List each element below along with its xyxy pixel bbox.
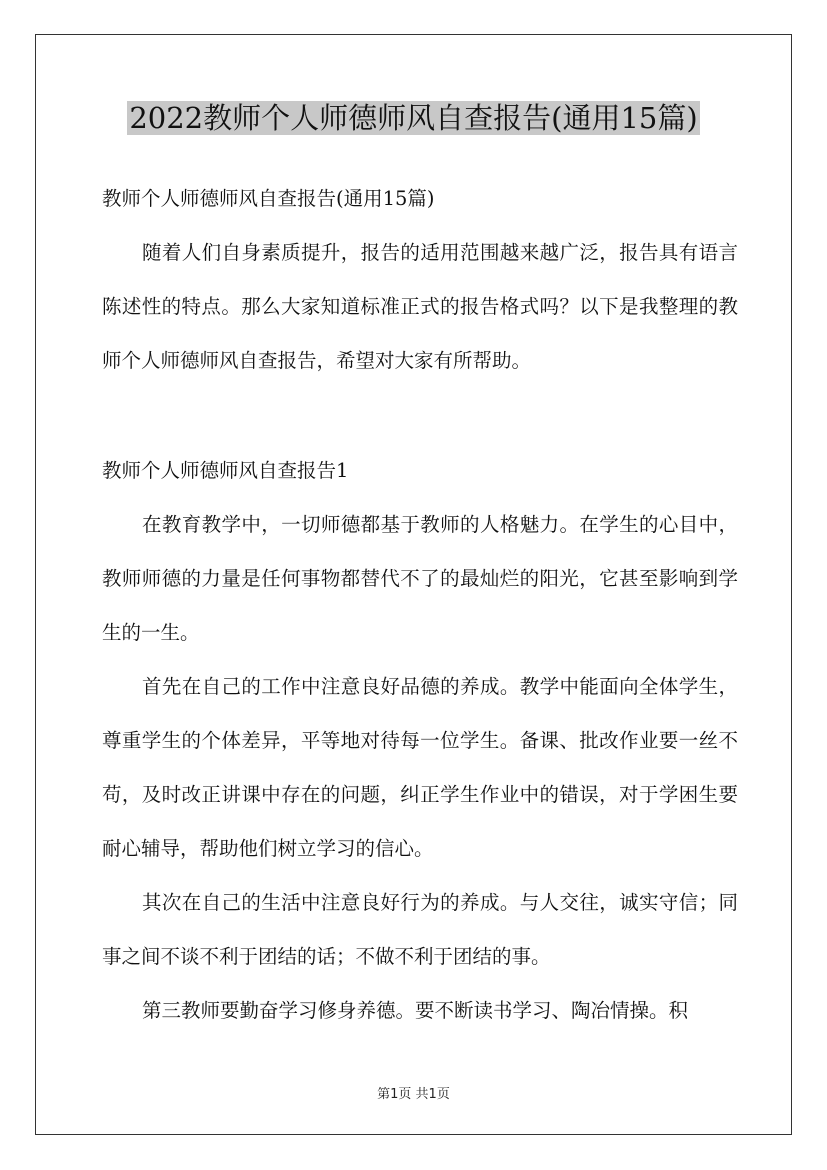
body-paragraph-3: 其次在自己的生活中注意良好行为的养成。与人交往，诚实守信；同事之间不谈不利于团结的话；不做不利于团结的事。 xyxy=(102,891,738,968)
paragraph-spacer xyxy=(102,388,738,444)
document-title-text: 2022教师个人师德师风自查报告(通用15篇) xyxy=(129,101,698,135)
body-paragraph-1: 在教育教学中，一切师德都基于教师的人格魅力。在学生的心目中，教师师德的力量是任何事物都替代不了的最灿烂的阳光，它甚至影响到学生的一生。 xyxy=(102,513,738,644)
document-subtitle: 教师个人师德师风自查报告(通用15篇) xyxy=(102,187,435,210)
section-heading: 教师个人师德师风自查报告1 xyxy=(102,459,349,482)
document-title xyxy=(0,96,827,140)
body-paragraph-4: 第三教师要勤奋学习修身养德。要不断读书学习、陶冶情操。积 xyxy=(142,999,689,1022)
body-paragraph-2: 首先在自己的工作中注意良好品德的养成。教学中能面向全体学生，尊重学生的个体差异，平等地对待每一位学生。备课、批改作业要一丝不苟，及时改正讲课中存在的问题，纠正学生作业中的错误，对于学困生要耐心辅导，帮助他们树立学习的信心。 xyxy=(102,675,738,860)
page-footer: 第1页 共1页 xyxy=(377,1087,450,1102)
intro-paragraph: 随着人们自身素质提升，报告的适用范围越来越广泛，报告具有语言陈述性的特点。那么大家知道标准正式的报告格式吗？以下是我整理的教师个人师德师风自查报告，希望对大家有所帮助。 xyxy=(102,241,738,372)
document-body xyxy=(102,172,738,1038)
